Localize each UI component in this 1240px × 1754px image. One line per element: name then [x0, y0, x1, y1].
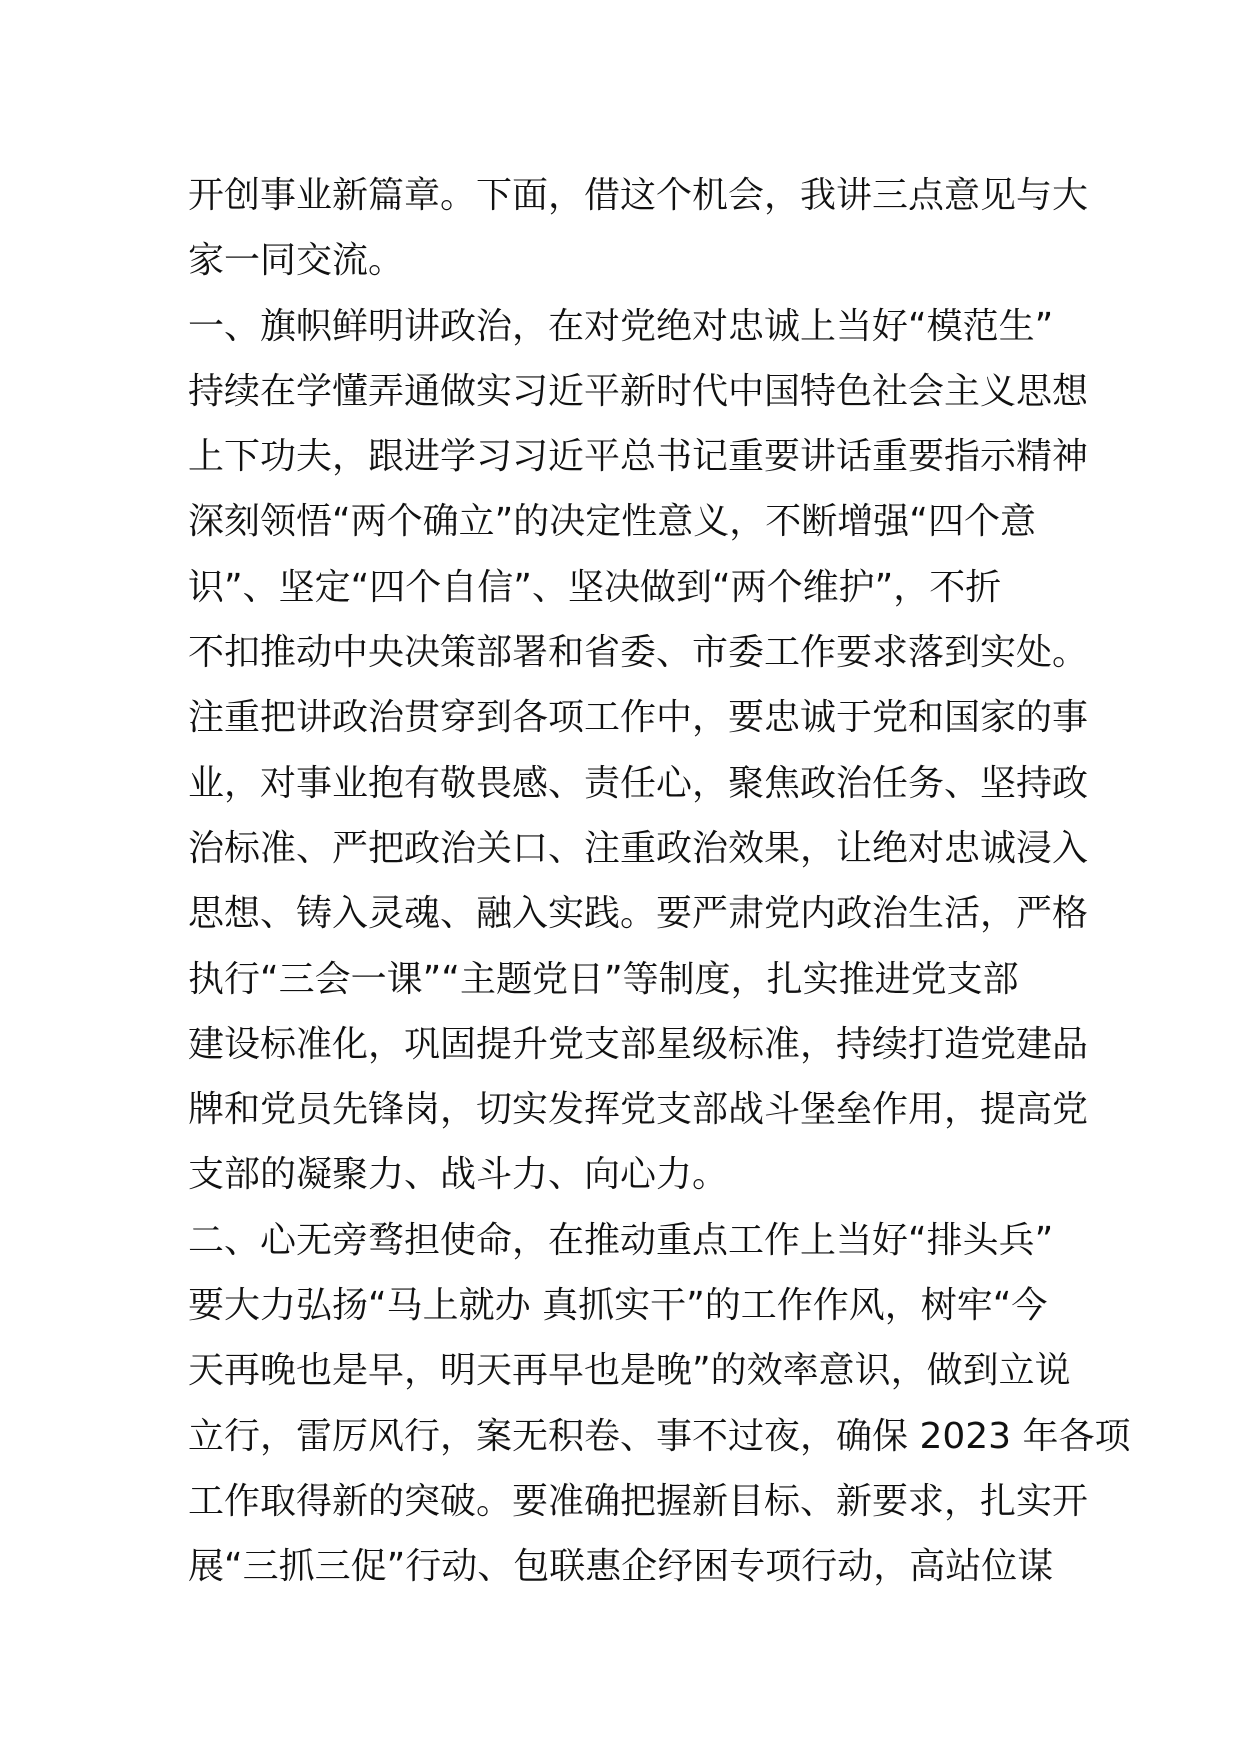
- text-line: 注重把讲政治贯穿到各项工作中，要忠诚于党和国家的事: [188, 697, 1089, 739]
- text-line: 工作取得新的突破。要准确把握新目标、新要求，扎实开: [188, 1480, 1089, 1522]
- text-line: 识”、坚定“四个自信”、坚决做到“两个维护”，不折: [188, 566, 1002, 608]
- text-line: 天再晚也是早，明天再早也是晚”的效率意识，做到立说: [188, 1350, 1071, 1392]
- text-line: 立行，雷厉风行，案无积卷、事不过夜，确保 2023 年各项: [188, 1415, 1131, 1457]
- text-line: 支部的凝聚力、战斗力、向心力。: [188, 1154, 729, 1196]
- text-line: 开创事业新篇章。下面，借这个机会，我讲三点意见与大: [188, 175, 1089, 216]
- section-heading-2: 二、心无旁骛担使命，在推动重点工作上当好“排头兵”: [188, 1219, 1054, 1261]
- section-heading-1: 一、旗帜鲜明讲政治，在对党绝对忠诚上当好“模范生”: [188, 305, 1054, 347]
- text-line: 建设标准化，巩固提升党支部星级标准，持续打造党建品: [188, 1023, 1089, 1065]
- text-line: 执行“三会一课”“主题党日”等制度，扎实推进党支部: [188, 958, 1019, 1000]
- text-line: 牌和党员先锋岗，切实发挥党支部战斗堡垒作用，提高党: [188, 1089, 1089, 1131]
- text-line: 要大力弘扬“马上就办 真抓实干”的工作作风，树牢“今: [188, 1285, 1048, 1327]
- text-line: 家一同交流。: [188, 240, 405, 282]
- text-line: 业，对事业抱有敬畏感、责任心，聚焦政治任务、坚持政: [188, 762, 1089, 804]
- text-line: 治标准、严把政治关口、注重政治效果，让绝对忠诚浸入: [188, 827, 1089, 869]
- text-line: 不扣推动中央决策部署和省委、市委工作要求落到实处。: [188, 632, 1089, 674]
- document-body: [188, 163, 1131, 1600]
- text-line: 持续在学懂弄通做实习近平新时代中国特色社会主义思想: [188, 370, 1089, 412]
- text-line: 展“三抓三促”行动、包联惠企纾困专项行动，高站位谋: [188, 1546, 1054, 1588]
- text-line: 深刻领悟“两个确立”的决定性意义，不断增强“四个意: [188, 501, 1036, 543]
- text-line: 思想、铸入灵魂、融入实践。要严肃党内政治生活，严格: [188, 893, 1089, 935]
- text-line: 上下功夫，跟进学习习近平总书记重要讲话重要指示精神: [188, 436, 1089, 478]
